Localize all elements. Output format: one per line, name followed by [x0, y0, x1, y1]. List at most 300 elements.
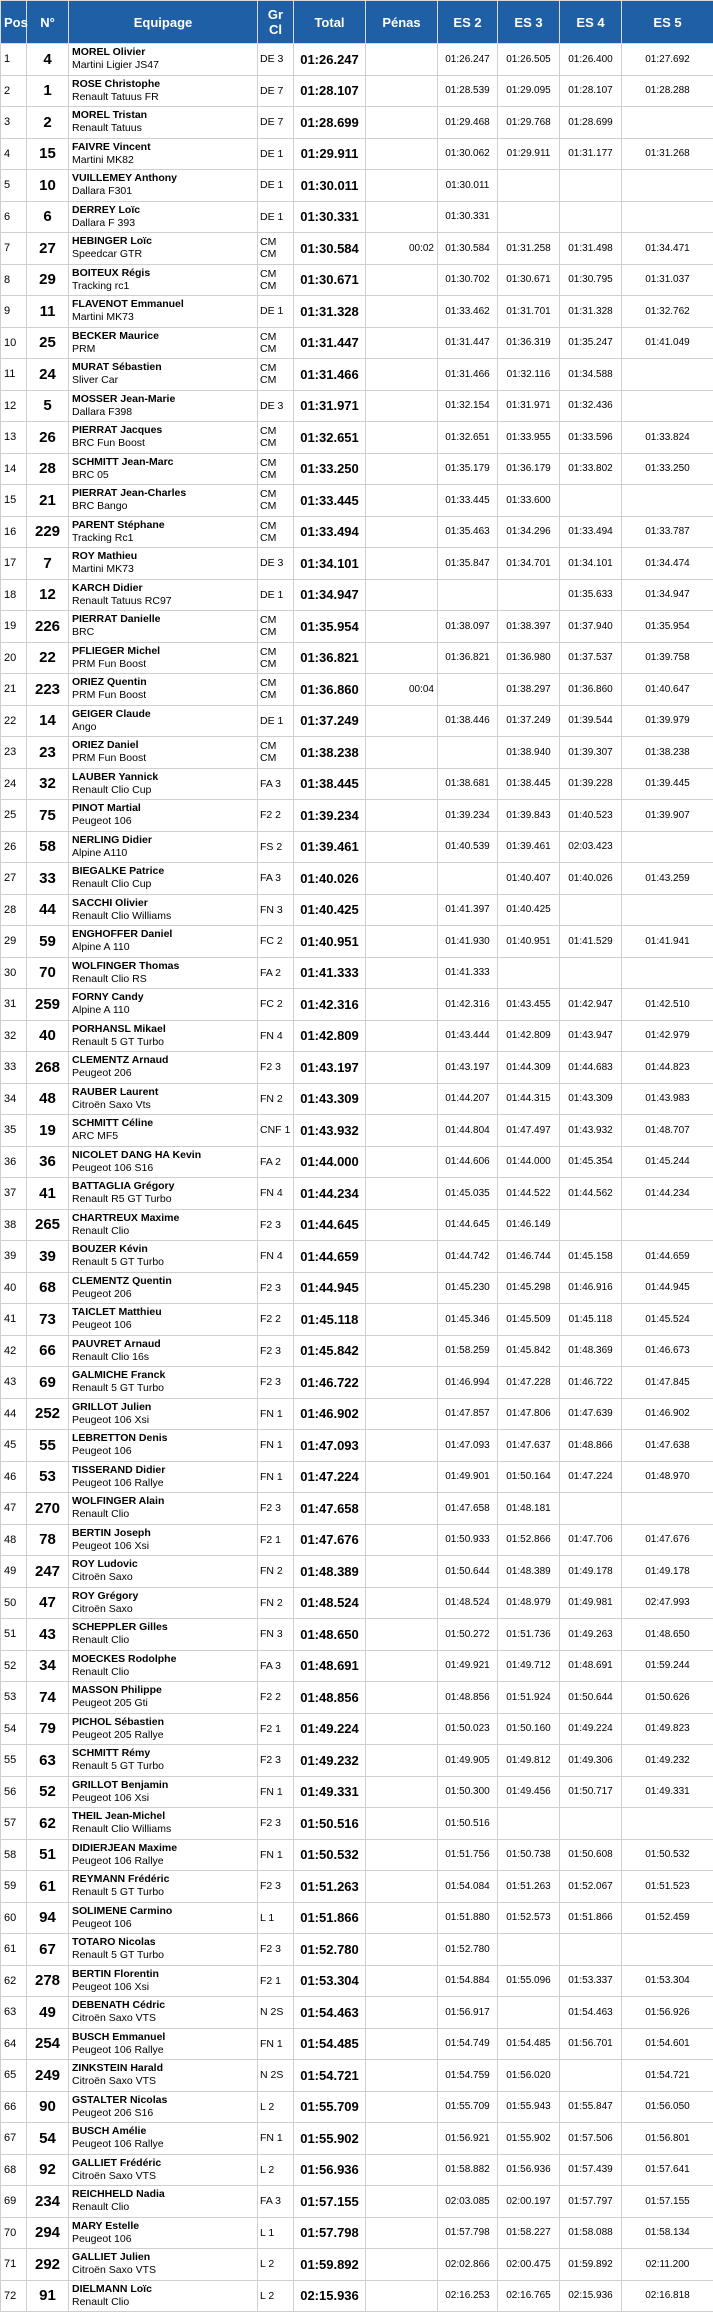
- driver-name: REYMANN Frédéric: [72, 1873, 254, 1886]
- car-number-cell: 51: [27, 1839, 69, 1871]
- car-model: BRC 05: [72, 469, 254, 482]
- stage-es5-cell: 01:43.983: [622, 1083, 713, 1115]
- stage-es3-cell: 01:37.249: [498, 705, 560, 737]
- table-row: [1, 1241, 713, 1273]
- stage-es3-cell: 01:36.179: [498, 453, 560, 485]
- stage-es2-cell: 01:41.930: [438, 926, 498, 958]
- stage-es5-cell: 01:31.268: [622, 138, 713, 170]
- stage-es3-cell: 01:46.744: [498, 1241, 560, 1273]
- stage-es2-cell: 01:54.759: [438, 2060, 498, 2092]
- header-es4[interactable]: ES 4: [560, 1, 622, 44]
- class-cell: CM CM: [258, 233, 294, 265]
- position-cell: 26: [1, 831, 27, 863]
- position-cell: 59: [1, 1871, 27, 1903]
- stage-es2-cell: 01:30.331: [438, 201, 498, 233]
- stage-es3-cell: 01:33.600: [498, 485, 560, 517]
- penalty-cell: [366, 1430, 438, 1462]
- stage-es4-cell: 01:44.562: [560, 1178, 622, 1210]
- stage-es5-cell: [622, 1808, 713, 1840]
- penalty-cell: [366, 548, 438, 580]
- stage-es3-cell: 01:47.228: [498, 1367, 560, 1399]
- class-cell: FS 2: [258, 831, 294, 863]
- stage-es5-cell: 01:33.824: [622, 422, 713, 454]
- stage-es4-cell: 01:39.544: [560, 705, 622, 737]
- table-row: [1, 1682, 713, 1714]
- table-row: [1, 1965, 713, 1997]
- position-cell: 32: [1, 1020, 27, 1052]
- crew-cell: [69, 1650, 258, 1682]
- position-cell: 23: [1, 737, 27, 769]
- stage-es4-cell: [560, 1934, 622, 1966]
- table-row: [1, 957, 713, 989]
- table-row: [1, 1745, 713, 1777]
- crew-cell: [69, 611, 258, 643]
- total-time-cell: 01:57.155: [294, 2186, 366, 2218]
- stage-es2-cell: 01:41.333: [438, 957, 498, 989]
- total-time-cell: 01:40.425: [294, 894, 366, 926]
- table-row: [1, 768, 713, 800]
- driver-name: DIELMANN Loïc: [72, 2283, 254, 2296]
- crew-cell: [69, 2154, 258, 2186]
- crew-cell: [69, 1713, 258, 1745]
- total-time-cell: 01:49.232: [294, 1745, 366, 1777]
- crew-cell: [69, 453, 258, 485]
- car-number-cell: 67: [27, 1934, 69, 1966]
- table-row: [1, 422, 713, 454]
- table-row: [1, 1839, 713, 1871]
- stage-es4-cell: 01:35.633: [560, 579, 622, 611]
- header-es2[interactable]: ES 2: [438, 1, 498, 44]
- stage-es2-cell: 01:44.645: [438, 1209, 498, 1241]
- driver-name: PINOT Martial: [72, 802, 254, 815]
- class-cell: CM CM: [258, 737, 294, 769]
- driver-name: MOSSER Jean-Marie: [72, 393, 254, 406]
- penalty-cell: [366, 1619, 438, 1651]
- crew-cell: [69, 1178, 258, 1210]
- stage-es2-cell: 01:30.011: [438, 170, 498, 202]
- position-cell: 47: [1, 1493, 27, 1525]
- penalty-cell: [366, 831, 438, 863]
- stage-es2-cell: 02:16.253: [438, 2280, 498, 2312]
- car-number-cell: 10: [27, 170, 69, 202]
- crew-cell: [69, 642, 258, 674]
- position-cell: 22: [1, 705, 27, 737]
- car-model: Peugeot 106 Xsi: [72, 1540, 254, 1553]
- total-time-cell: 01:33.250: [294, 453, 366, 485]
- stage-es2-cell: [438, 863, 498, 895]
- stage-es2-cell: 01:54.884: [438, 1965, 498, 1997]
- stage-es3-cell: 01:58.227: [498, 2217, 560, 2249]
- total-time-cell: 01:35.954: [294, 611, 366, 643]
- position-cell: 29: [1, 926, 27, 958]
- car-model: Peugeot 206: [72, 1288, 254, 1301]
- penalty-cell: [366, 485, 438, 517]
- penalty-cell: [366, 642, 438, 674]
- car-number-cell: 25: [27, 327, 69, 359]
- table-row: [1, 170, 713, 202]
- table-row: [1, 1619, 713, 1651]
- table-row: [1, 453, 713, 485]
- crew-cell: [69, 1934, 258, 1966]
- driver-name: WOLFINGER Thomas: [72, 960, 254, 973]
- car-model: Alpine A 110: [72, 1004, 254, 1017]
- car-model: PRM Fun Boost: [72, 689, 254, 702]
- stage-es3-cell: [498, 1808, 560, 1840]
- stage-es2-cell: 01:41.397: [438, 894, 498, 926]
- stage-es4-cell: 01:47.639: [560, 1398, 622, 1430]
- class-cell: F2 3: [258, 1493, 294, 1525]
- stage-es3-cell: 01:51.736: [498, 1619, 560, 1651]
- class-cell: FN 1: [258, 2028, 294, 2060]
- car-number-cell: 226: [27, 611, 69, 643]
- stage-es2-cell: 01:30.702: [438, 264, 498, 296]
- stage-es4-cell: 01:26.400: [560, 44, 622, 76]
- penalty-cell: [366, 422, 438, 454]
- class-cell: CNF 1: [258, 1115, 294, 1147]
- driver-name: MARY Estelle: [72, 2220, 254, 2233]
- table-row: [1, 1934, 713, 1966]
- driver-name: RAUBER Laurent: [72, 1086, 254, 1099]
- stage-es4-cell: 01:52.067: [560, 1871, 622, 1903]
- stage-es4-cell: 01:50.608: [560, 1839, 622, 1871]
- penalty-cell: [366, 957, 438, 989]
- stage-es3-cell: 01:51.263: [498, 1871, 560, 1903]
- penalty-cell: [366, 516, 438, 548]
- class-cell: FN 3: [258, 894, 294, 926]
- total-time-cell: 02:15.936: [294, 2280, 366, 2312]
- total-time-cell: 01:44.645: [294, 1209, 366, 1241]
- stage-es4-cell: 01:47.706: [560, 1524, 622, 1556]
- car-model: ARC MF5: [72, 1130, 254, 1143]
- driver-name: FORNY Candy: [72, 991, 254, 1004]
- table-row: [1, 1272, 713, 1304]
- stage-es3-cell: 01:39.843: [498, 800, 560, 832]
- car-number-cell: 270: [27, 1493, 69, 1525]
- position-cell: 18: [1, 579, 27, 611]
- stage-es5-cell: 01:50.532: [622, 1839, 713, 1871]
- penalty-cell: [366, 2123, 438, 2155]
- header-es5[interactable]: ES 5: [622, 1, 713, 44]
- driver-name: NERLING Didier: [72, 834, 254, 847]
- driver-name: FLAVENOT Emmanuel: [72, 298, 254, 311]
- car-model: Peugeot 106 Rallye: [72, 1477, 254, 1490]
- car-number-cell: 91: [27, 2280, 69, 2312]
- car-model: Peugeot 106: [72, 815, 254, 828]
- stage-es2-cell: 01:40.539: [438, 831, 498, 863]
- table-row: [1, 642, 713, 674]
- total-time-cell: 01:53.304: [294, 1965, 366, 1997]
- stage-es2-cell: 01:45.035: [438, 1178, 498, 1210]
- stage-es2-cell: [438, 737, 498, 769]
- penalty-cell: [366, 2186, 438, 2218]
- car-model: Peugeot 106: [72, 1319, 254, 1332]
- stage-es2-cell: 02:03.085: [438, 2186, 498, 2218]
- stage-es3-cell: 01:54.485: [498, 2028, 560, 2060]
- car-number-cell: 58: [27, 831, 69, 863]
- car-model: Renault 5 GT Turbo: [72, 1949, 254, 1962]
- car-number-cell: 68: [27, 1272, 69, 1304]
- position-cell: 53: [1, 1682, 27, 1714]
- stage-es3-cell: 02:00.197: [498, 2186, 560, 2218]
- stage-es4-cell: 01:58.088: [560, 2217, 622, 2249]
- position-cell: 12: [1, 390, 27, 422]
- table-row: [1, 1052, 713, 1084]
- car-number-cell: 268: [27, 1052, 69, 1084]
- position-cell: 25: [1, 800, 27, 832]
- car-number-cell: 53: [27, 1461, 69, 1493]
- car-model: Renault Clio: [72, 1225, 254, 1238]
- stage-es4-cell: 01:53.337: [560, 1965, 622, 1997]
- total-time-cell: 01:36.860: [294, 674, 366, 706]
- car-number-cell: 40: [27, 1020, 69, 1052]
- position-cell: 16: [1, 516, 27, 548]
- penalty-cell: [366, 768, 438, 800]
- position-cell: 28: [1, 894, 27, 926]
- car-model: Renault 5 GT Turbo: [72, 1256, 254, 1269]
- stage-es5-cell: 01:51.523: [622, 1871, 713, 1903]
- car-number-cell: 249: [27, 2060, 69, 2092]
- position-cell: 61: [1, 1934, 27, 1966]
- class-cell: F2 1: [258, 1965, 294, 1997]
- total-time-cell: 01:57.798: [294, 2217, 366, 2249]
- stage-es3-cell: [498, 170, 560, 202]
- header-pos[interactable]: Pos: [1, 1, 27, 44]
- penalty-cell: [366, 201, 438, 233]
- crew-cell: [69, 327, 258, 359]
- car-model: Sliver Car: [72, 374, 254, 387]
- stage-es5-cell: 01:49.823: [622, 1713, 713, 1745]
- car-number-cell: 27: [27, 233, 69, 265]
- stage-es2-cell: 01:31.466: [438, 359, 498, 391]
- table-row: [1, 1776, 713, 1808]
- car-number-cell: 11: [27, 296, 69, 328]
- class-cell: FN 1: [258, 1776, 294, 1808]
- car-model: Citroën Saxo VTS: [72, 2264, 254, 2277]
- car-number-cell: 34: [27, 1650, 69, 1682]
- crew-cell: [69, 516, 258, 548]
- total-time-cell: 01:43.932: [294, 1115, 366, 1147]
- table-row: [1, 44, 713, 76]
- total-time-cell: 01:38.445: [294, 768, 366, 800]
- class-cell: CM CM: [258, 264, 294, 296]
- stage-es4-cell: 01:31.328: [560, 296, 622, 328]
- penalty-cell: [366, 1745, 438, 1777]
- stage-es4-cell: 01:49.224: [560, 1713, 622, 1745]
- crew-cell: [69, 1304, 258, 1336]
- table-row: [1, 359, 713, 391]
- car-number-cell: 259: [27, 989, 69, 1021]
- driver-name: PIERRAT Jacques: [72, 424, 254, 437]
- car-model: Peugeot 106 S16: [72, 1162, 254, 1175]
- penalty-cell: [366, 894, 438, 926]
- driver-name: SCHMITT Céline: [72, 1117, 254, 1130]
- stage-es3-cell: 01:47.806: [498, 1398, 560, 1430]
- stage-es5-cell: 01:27.692: [622, 44, 713, 76]
- stage-es5-cell: 01:34.947: [622, 579, 713, 611]
- crew-cell: [69, 1020, 258, 1052]
- total-time-cell: 01:51.263: [294, 1871, 366, 1903]
- penalty-cell: [366, 1367, 438, 1399]
- crew-cell: [69, 1461, 258, 1493]
- position-cell: 68: [1, 2154, 27, 2186]
- stage-es5-cell: [622, 201, 713, 233]
- header-class[interactable]: Gr Cl: [258, 1, 294, 44]
- penalty-cell: [366, 327, 438, 359]
- driver-name: BUSCH Amélie: [72, 2125, 254, 2138]
- stage-es3-cell: 01:46.149: [498, 1209, 560, 1241]
- driver-name: KARCH Didier: [72, 582, 254, 595]
- car-number-cell: 234: [27, 2186, 69, 2218]
- stage-es5-cell: 01:33.787: [622, 516, 713, 548]
- penalty-cell: [366, 2217, 438, 2249]
- class-cell: FN 2: [258, 1556, 294, 1588]
- crew-cell: [69, 1209, 258, 1241]
- car-model: Dallara F398: [72, 406, 254, 419]
- car-number-cell: 48: [27, 1083, 69, 1115]
- crew-cell: [69, 359, 258, 391]
- class-cell: CM CM: [258, 359, 294, 391]
- penalty-cell: [366, 1398, 438, 1430]
- stage-es5-cell: 01:45.524: [622, 1304, 713, 1336]
- header-total[interactable]: Total: [294, 1, 366, 44]
- total-time-cell: 01:40.026: [294, 863, 366, 895]
- stage-es4-cell: 01:48.691: [560, 1650, 622, 1682]
- stage-es2-cell: 01:50.023: [438, 1713, 498, 1745]
- table-row: [1, 894, 713, 926]
- car-number-cell: 52: [27, 1776, 69, 1808]
- position-cell: 72: [1, 2280, 27, 2312]
- total-time-cell: 01:50.532: [294, 1839, 366, 1871]
- table-row: [1, 327, 713, 359]
- car-number-cell: 62: [27, 1808, 69, 1840]
- position-cell: 49: [1, 1556, 27, 1588]
- car-model: Renault Clio: [72, 1508, 254, 1521]
- table-row: [1, 1367, 713, 1399]
- stage-es2-cell: 01:35.847: [438, 548, 498, 580]
- car-number-cell: 14: [27, 705, 69, 737]
- stage-es2-cell: 01:29.468: [438, 107, 498, 139]
- class-cell: CM CM: [258, 674, 294, 706]
- car-number-cell: 54: [27, 2123, 69, 2155]
- stage-es5-cell: 01:52.459: [622, 1902, 713, 1934]
- stage-es4-cell: 01:48.369: [560, 1335, 622, 1367]
- stage-es2-cell: 01:38.097: [438, 611, 498, 643]
- car-model: Tracking rc1: [72, 280, 254, 293]
- position-cell: 19: [1, 611, 27, 643]
- crew-cell: [69, 485, 258, 517]
- crew-cell: [69, 1052, 258, 1084]
- stage-es4-cell: 01:35.247: [560, 327, 622, 359]
- stage-es4-cell: 01:40.523: [560, 800, 622, 832]
- total-time-cell: 01:33.494: [294, 516, 366, 548]
- car-number-cell: 23: [27, 737, 69, 769]
- crew-cell: [69, 1619, 258, 1651]
- stage-es5-cell: 01:39.979: [622, 705, 713, 737]
- position-cell: 15: [1, 485, 27, 517]
- header-es3[interactable]: ES 3: [498, 1, 560, 44]
- table-row: [1, 926, 713, 958]
- stage-es5-cell: [622, 170, 713, 202]
- header-num[interactable]: N°: [27, 1, 69, 44]
- crew-cell: [69, 579, 258, 611]
- penalty-cell: [366, 863, 438, 895]
- stage-es3-cell: 01:40.951: [498, 926, 560, 958]
- driver-name: PIERRAT Jean-Charles: [72, 487, 254, 500]
- driver-name: MOREL Tristan: [72, 109, 254, 122]
- class-cell: FN 3: [258, 1619, 294, 1651]
- stage-es2-cell: 01:50.933: [438, 1524, 498, 1556]
- class-cell: CM CM: [258, 611, 294, 643]
- stage-es5-cell: 01:44.945: [622, 1272, 713, 1304]
- position-cell: 71: [1, 2249, 27, 2281]
- car-model: Renault Tatuus: [72, 122, 254, 135]
- stage-es5-cell: 01:42.979: [622, 1020, 713, 1052]
- header-penalties[interactable]: Pénas: [366, 1, 438, 44]
- car-number-cell: 63: [27, 1745, 69, 1777]
- driver-name: BECKER Maurice: [72, 330, 254, 343]
- stage-es3-cell: 01:43.455: [498, 989, 560, 1021]
- car-model: Citroën Saxo: [72, 1603, 254, 1616]
- stage-es5-cell: [622, 485, 713, 517]
- stage-es4-cell: 01:32.436: [560, 390, 622, 422]
- car-number-cell: 254: [27, 2028, 69, 2060]
- stage-es3-cell: 01:44.309: [498, 1052, 560, 1084]
- stage-es2-cell: 01:49.905: [438, 1745, 498, 1777]
- stage-es2-cell: 01:46.994: [438, 1367, 498, 1399]
- table-row: [1, 264, 713, 296]
- class-cell: FN 1: [258, 1839, 294, 1871]
- class-cell: F2 3: [258, 1209, 294, 1241]
- crew-cell: [69, 989, 258, 1021]
- stage-es4-cell: 01:36.860: [560, 674, 622, 706]
- car-model: Renault Tatuus FR: [72, 91, 254, 104]
- stage-es2-cell: 01:42.316: [438, 989, 498, 1021]
- total-time-cell: 01:32.651: [294, 422, 366, 454]
- stage-es5-cell: 01:40.647: [622, 674, 713, 706]
- table-row: [1, 1115, 713, 1147]
- stage-es4-cell: [560, 485, 622, 517]
- table-row: [1, 233, 713, 265]
- total-time-cell: 01:30.331: [294, 201, 366, 233]
- table-row: [1, 1556, 713, 1588]
- position-cell: 31: [1, 989, 27, 1021]
- penalty-cell: [366, 453, 438, 485]
- stage-es5-cell: 01:39.445: [622, 768, 713, 800]
- class-cell: F2 3: [258, 1335, 294, 1367]
- position-cell: 24: [1, 768, 27, 800]
- position-cell: 54: [1, 1713, 27, 1745]
- stage-es5-cell: 01:49.232: [622, 1745, 713, 1777]
- total-time-cell: 01:34.101: [294, 548, 366, 580]
- header-crew[interactable]: Equipage: [69, 1, 258, 44]
- stage-es4-cell: 01:48.866: [560, 1430, 622, 1462]
- stage-es3-cell: 01:50.738: [498, 1839, 560, 1871]
- stage-es3-cell: 01:38.940: [498, 737, 560, 769]
- crew-cell: [69, 737, 258, 769]
- crew-cell: [69, 926, 258, 958]
- stage-es2-cell: 01:58.882: [438, 2154, 498, 2186]
- table-row: [1, 1304, 713, 1336]
- car-number-cell: 78: [27, 1524, 69, 1556]
- driver-name: GRILLOT Julien: [72, 1401, 254, 1414]
- driver-name: SCHMITT Rémy: [72, 1747, 254, 1760]
- class-cell: L 1: [258, 1902, 294, 1934]
- stage-es2-cell: 01:30.062: [438, 138, 498, 170]
- position-cell: 36: [1, 1146, 27, 1178]
- stage-es3-cell: 01:39.461: [498, 831, 560, 863]
- driver-name: LEBRETTON Denis: [72, 1432, 254, 1445]
- stage-es2-cell: 01:50.300: [438, 1776, 498, 1808]
